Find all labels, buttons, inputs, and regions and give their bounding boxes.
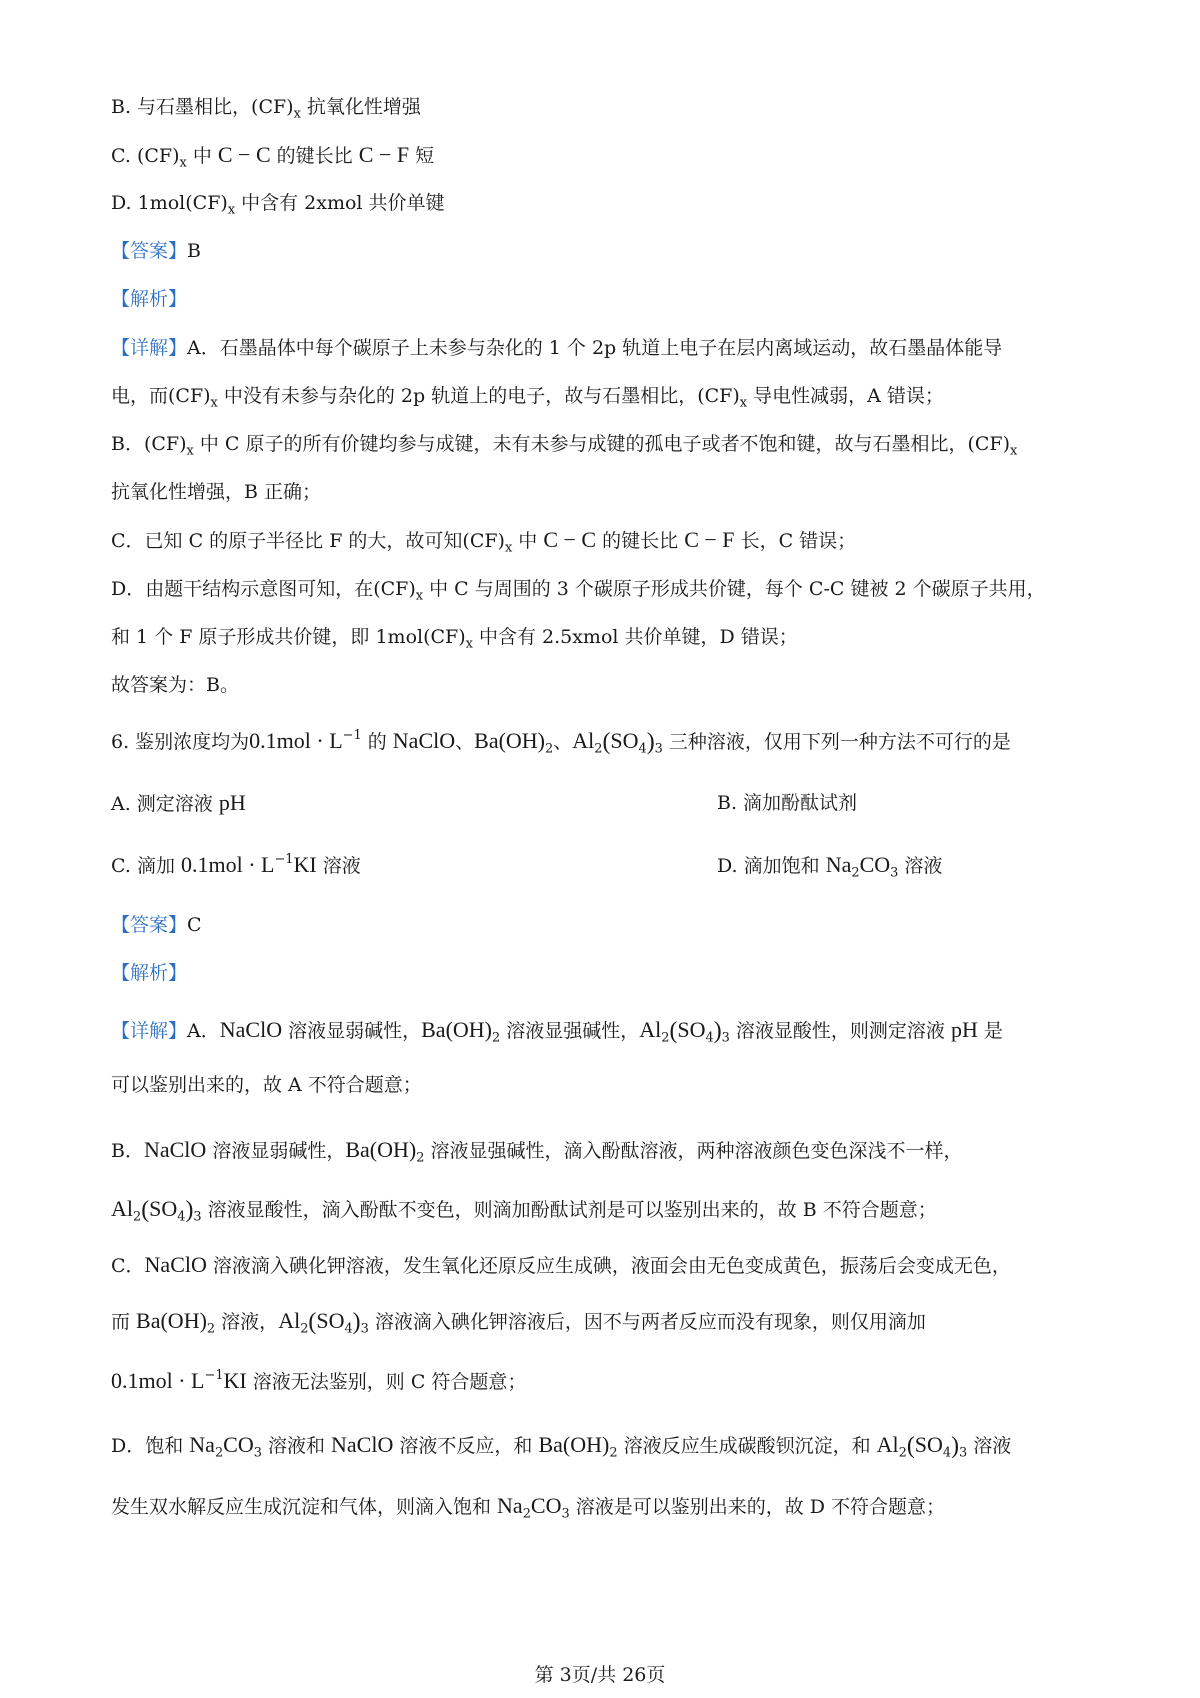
q6-option-b: B. 滴加酚酞试剂	[717, 792, 858, 814]
answer-label: 【答案】	[111, 240, 188, 262]
question-6-stem: 6. 鉴别浓度均为$0.1mol \cdot L^{-1}$ 的 NaClO、$Ba(OH)_2$、$Al_2(SO_4)_3$ 三种溶液，仅用下列一种方法不可行的是	[111, 727, 1011, 757]
option-b: B. 与石墨相比，$(CF)_x$ 抗氧化性增强	[111, 96, 421, 122]
q6-detail-d-line2: 发生双水解反应生成沉淀和气体，则滴入饱和 $Na_2CO_3$ 溶液是可以鉴别出来的，故 D 不符合题意；	[111, 1493, 946, 1522]
q6-detail-c-line1: C．NaClO 溶液滴入碘化钾溶液，发生氧化还原反应生成碘，液面会由无色变成黄色，振荡后会变成无色，	[111, 1252, 1011, 1277]
detail-b-line1: B．$(CF)_x$ 中 C 原子的所有价键均参与成键，未有未参与成键的孤电子或者不饱和键，故与石墨相比，$(CF)_x$	[111, 433, 1018, 459]
q6-detail-a-line2: 可以鉴别出来的，故 A 不符合题意；	[111, 1074, 422, 1096]
q6-option-row-2	[111, 852, 1101, 879]
q6-option-d: D. 滴加饱和 $Na_2CO_3$ 溶液	[717, 852, 943, 881]
detail-c-line1: C．已知 C 的原子半径比 F 的大，故可知$(CF)_x$ 中 C − C 的键长比 C − F 长，C 错误；	[111, 527, 857, 556]
q6-option-a: A. 测定溶液 pH	[111, 790, 246, 815]
q6-detail-a-line1: 【详解】A．NaClO 溶液显弱碱性，$Ba(OH)_2$ 溶液显强碱性，$Al_2(SO_4)_3$ 溶液显酸性，则测定溶液 pH 是	[111, 1017, 1003, 1046]
q6-detail-b-line2: $Al_2(SO_4)_3$ 溶液显酸性，滴入酚酞不变色，则滴加酚酞试剂是可以鉴别出来的，故 B 不符合题意；	[111, 1196, 937, 1225]
q6-answer: 【答案】C	[111, 914, 202, 936]
q6-detail-c-line2: 而 $Ba(OH)_2$ 溶液，$Al_2(SO_4)_3$ 溶液滴入碘化钾溶液后，因不与两者反应而没有现象，则仅用滴加	[111, 1308, 926, 1337]
detail-d-line2: 和 1 个 F 原子形成共价键，即 $1mol(CF)_x$ 中含有 2.5xmol 共价单键，D 错误；	[111, 626, 798, 652]
detail-d-line1: D．由题干结构示意图可知，在$(CF)_x$ 中 C 与周围的 3 个碳原子形成共价键，每个 C-C 键被 2 个碳原子共用，	[111, 578, 1046, 604]
option-c: C. $(CF)_x$ 中 C − C 的键长比 C − F 短	[111, 142, 435, 171]
q6-option-row-1	[111, 790, 1101, 817]
q6-analysis-label: 【解析】	[111, 962, 188, 984]
analysis-label: 【解析】	[111, 288, 188, 310]
q6-detail-c-line3: $0.1mol \cdot L^{-1}KI$ 溶液无法鉴别，则 C 符合题意；	[111, 1367, 527, 1393]
page-footer: 第 3页/共 26页	[534, 1664, 666, 1686]
detail-b-line2: 抗氧化性增强，B 正确；	[111, 481, 322, 503]
q6-detail-b-line1: B．NaClO 溶液显弱碱性，$Ba(OH)_2$ 溶液显强碱性，滴入酚酞溶液，两种溶液颜色变色深浅不一样，	[111, 1137, 963, 1166]
option-d: D. $1mol(CF)_x$ 中含有 2xmol 共价单键	[111, 192, 445, 218]
q6-detail-d-line1: D．饱和 $Na_2CO_3$ 溶液和 NaClO 溶液不反应，和 $Ba(OH)_2$ 溶液反应生成碳酸钡沉淀，和 $Al_2(SO_4)_3$ 溶液	[111, 1432, 1012, 1461]
q6-option-c: C. 滴加 $0.1mol \cdot L^{-1}KI$ 溶液	[111, 851, 361, 877]
answer: 【答案】B	[111, 240, 201, 262]
detail-a-line1: 【详解】A．石墨晶体中每个碳原子上未参与杂化的 1 个 2p 轨道上电子在层内离域运动，故石墨晶体能导	[111, 337, 1003, 359]
detail-a-line2: 电，而$(CF)_x$ 中没有未参与杂化的 2p 轨道上的电子，故与石墨相比，$(CF)_x$ 导电性减弱，A 错误；	[111, 385, 944, 411]
detail-conclusion: 故答案为：B。	[111, 674, 239, 696]
